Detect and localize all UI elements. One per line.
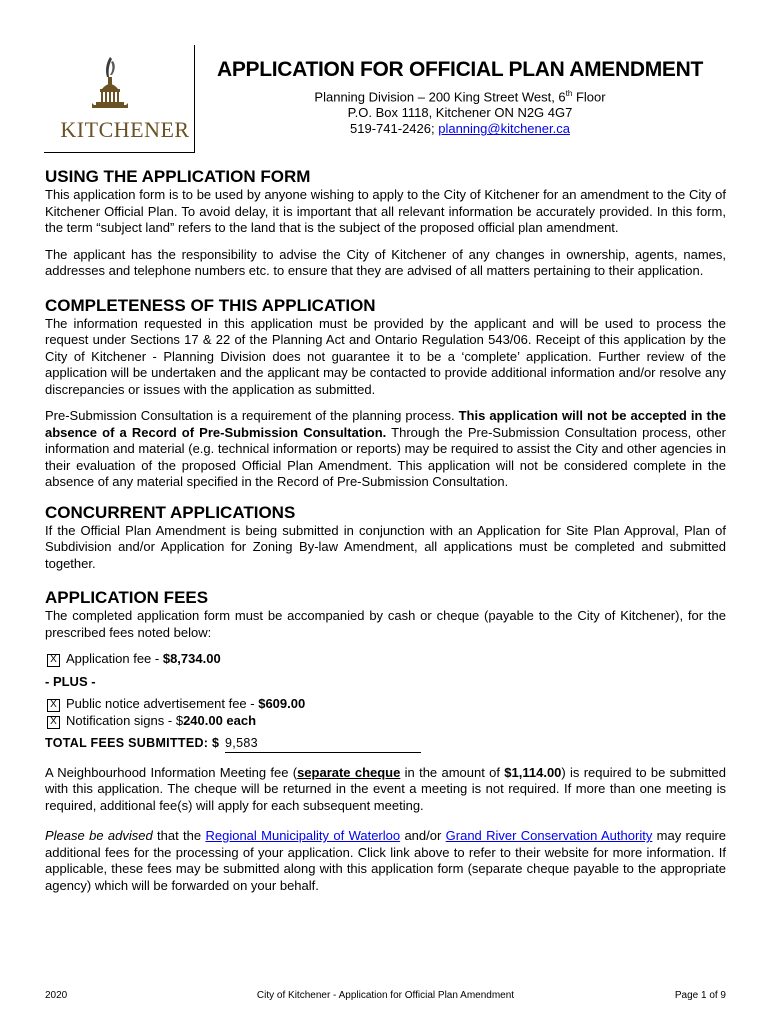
grca-link[interactable]: Grand River Conservation Authority: [445, 828, 653, 843]
document-body: [45, 167, 726, 894]
heading-concurrent: CONCURRENT APPLICATIONS: [45, 502, 296, 522]
phone-number: 519-741-2426;: [350, 121, 439, 137]
using-paragraph-2: The applicant has the responsibility to advise the City of Kitchener of any changes in ownership, agents, names, addresses and telephone numbers etc. to ensure that they are advised of all matters pertaining to their application.: [45, 246, 726, 278]
concurrent-paragraph: If the Official Plan Amendment is being submitted in conjunction with an Application for Site Plan Approval, Plan of Subdivision and/or Application for Zoning By-law Amendment, all applications must be completed and submitted together.: [45, 522, 726, 571]
public-notice-checkbox[interactable]: X: [47, 699, 60, 712]
logo-box: [44, 45, 195, 153]
document-title: APPLICATION FOR OFFICIAL PLAN AMENDMENT: [216, 58, 704, 81]
heading-completeness: COMPLETENESS OF THIS APPLICATION: [45, 295, 376, 315]
nim-paragraph: A Neighbourhood Information Meeting fee (separate cheque in the amount of $1,114.00) is required to be submitted with this application. The cheque will be returned in the event a meeting is not required. If more than one meeting is required, additional fee(s) will apply for each subsequent meeting.: [45, 764, 726, 813]
public-notice-fee-line: X Public notice advertisement fee - $609.00: [45, 696, 726, 713]
heading-using-form: USING THE APPLICATION FORM: [45, 167, 311, 186]
document-header: [195, 58, 725, 137]
completeness-paragraph-2: Pre-Submission Consultation is a requirement of the planning process. This application will not be accepted in the absence of a Record of Pre-Submission Consultation. Through the Pre-Submission Consultation process, other information and material (e.g. technical information or reports) may be required to assist the City and other agencies in their evaluation of the proposed Official Plan Amendment. This application will not be considered complete in the absence of any material specified in the Record of Pre-Submission Consultation.: [45, 408, 726, 489]
notification-signs-line: X Notification signs - $240.00 each: [45, 713, 726, 730]
application-fee-checkbox[interactable]: X: [47, 654, 60, 667]
using-paragraph-1: This application form is to be used by anyone wishing to apply to the City of Kitchener for an amendment to the City of Kitchener Official Plan. To avoid delay, it is important that all relevant information be accurately provided. In this form, the term “subject land” refers to the land that is the subject of the proposed official plan amendment.: [45, 187, 726, 235]
region-waterloo-link[interactable]: Regional Municipality of Waterloo: [205, 828, 401, 843]
total-fees-field[interactable]: 9,583: [225, 735, 421, 753]
completeness-paragraph-1: The information requested in this application must be provided by the applicant and will be used to process the request under Sections 17 & 22 of the Planning Act and Ontario Regulation 543/06. Receipt of this application by the City of Kitchener - Planning Division does not guarantee it to be a ‘complete’ application. Further review of the application will be undertaken and the applicant may be contacted to provide additional information and/or resolve any discrepancies or issues with the application as submitted.: [45, 315, 726, 397]
application-fee-line: X Application fee - $8,734.00: [45, 651, 726, 668]
address-block: [195, 86, 725, 137]
logo-wordmark: KITCHENER: [60, 117, 190, 142]
contact-line: [195, 121, 725, 137]
email-link[interactable]: planning@kitchener.ca: [438, 121, 570, 137]
kitchener-logo-icon: [80, 53, 150, 119]
plus-label: - PLUS -: [45, 673, 96, 689]
heading-fees: APPLICATION FEES: [45, 588, 209, 607]
total-fees-line: TOTAL FEES SUBMITTED: $ 9,583: [45, 735, 726, 753]
footer-title: City of Kitchener - Application for Official Plan Amendment: [256, 990, 515, 1001]
fees-intro: The completed application form must be accompanied by cash or cheque (payable to the City of Kitchener), for the prescribed fees noted below:: [45, 608, 726, 640]
address-line-1: Planning Division – 200 King Street West, 6th Floor: [314, 89, 606, 105]
footer-page-number: Page 1 of 9: [674, 990, 726, 1001]
advised-paragraph: Please be advised that the Regional Municipality of Waterloo and/or Grand River Conservation Authority may require additional fees for the processing of your application. Click link above to refer to their website for more information. If applicable, these fees may be submitted along with this application form (separate cheque payable to the appropriate agency) which will be forwarded on your behalf.: [45, 828, 727, 893]
notification-signs-checkbox[interactable]: X: [47, 716, 60, 729]
footer-year: 2020: [45, 990, 68, 1001]
address-line-2: P.O. Box 1118, Kitchener ON N2G 4G7: [347, 105, 573, 121]
